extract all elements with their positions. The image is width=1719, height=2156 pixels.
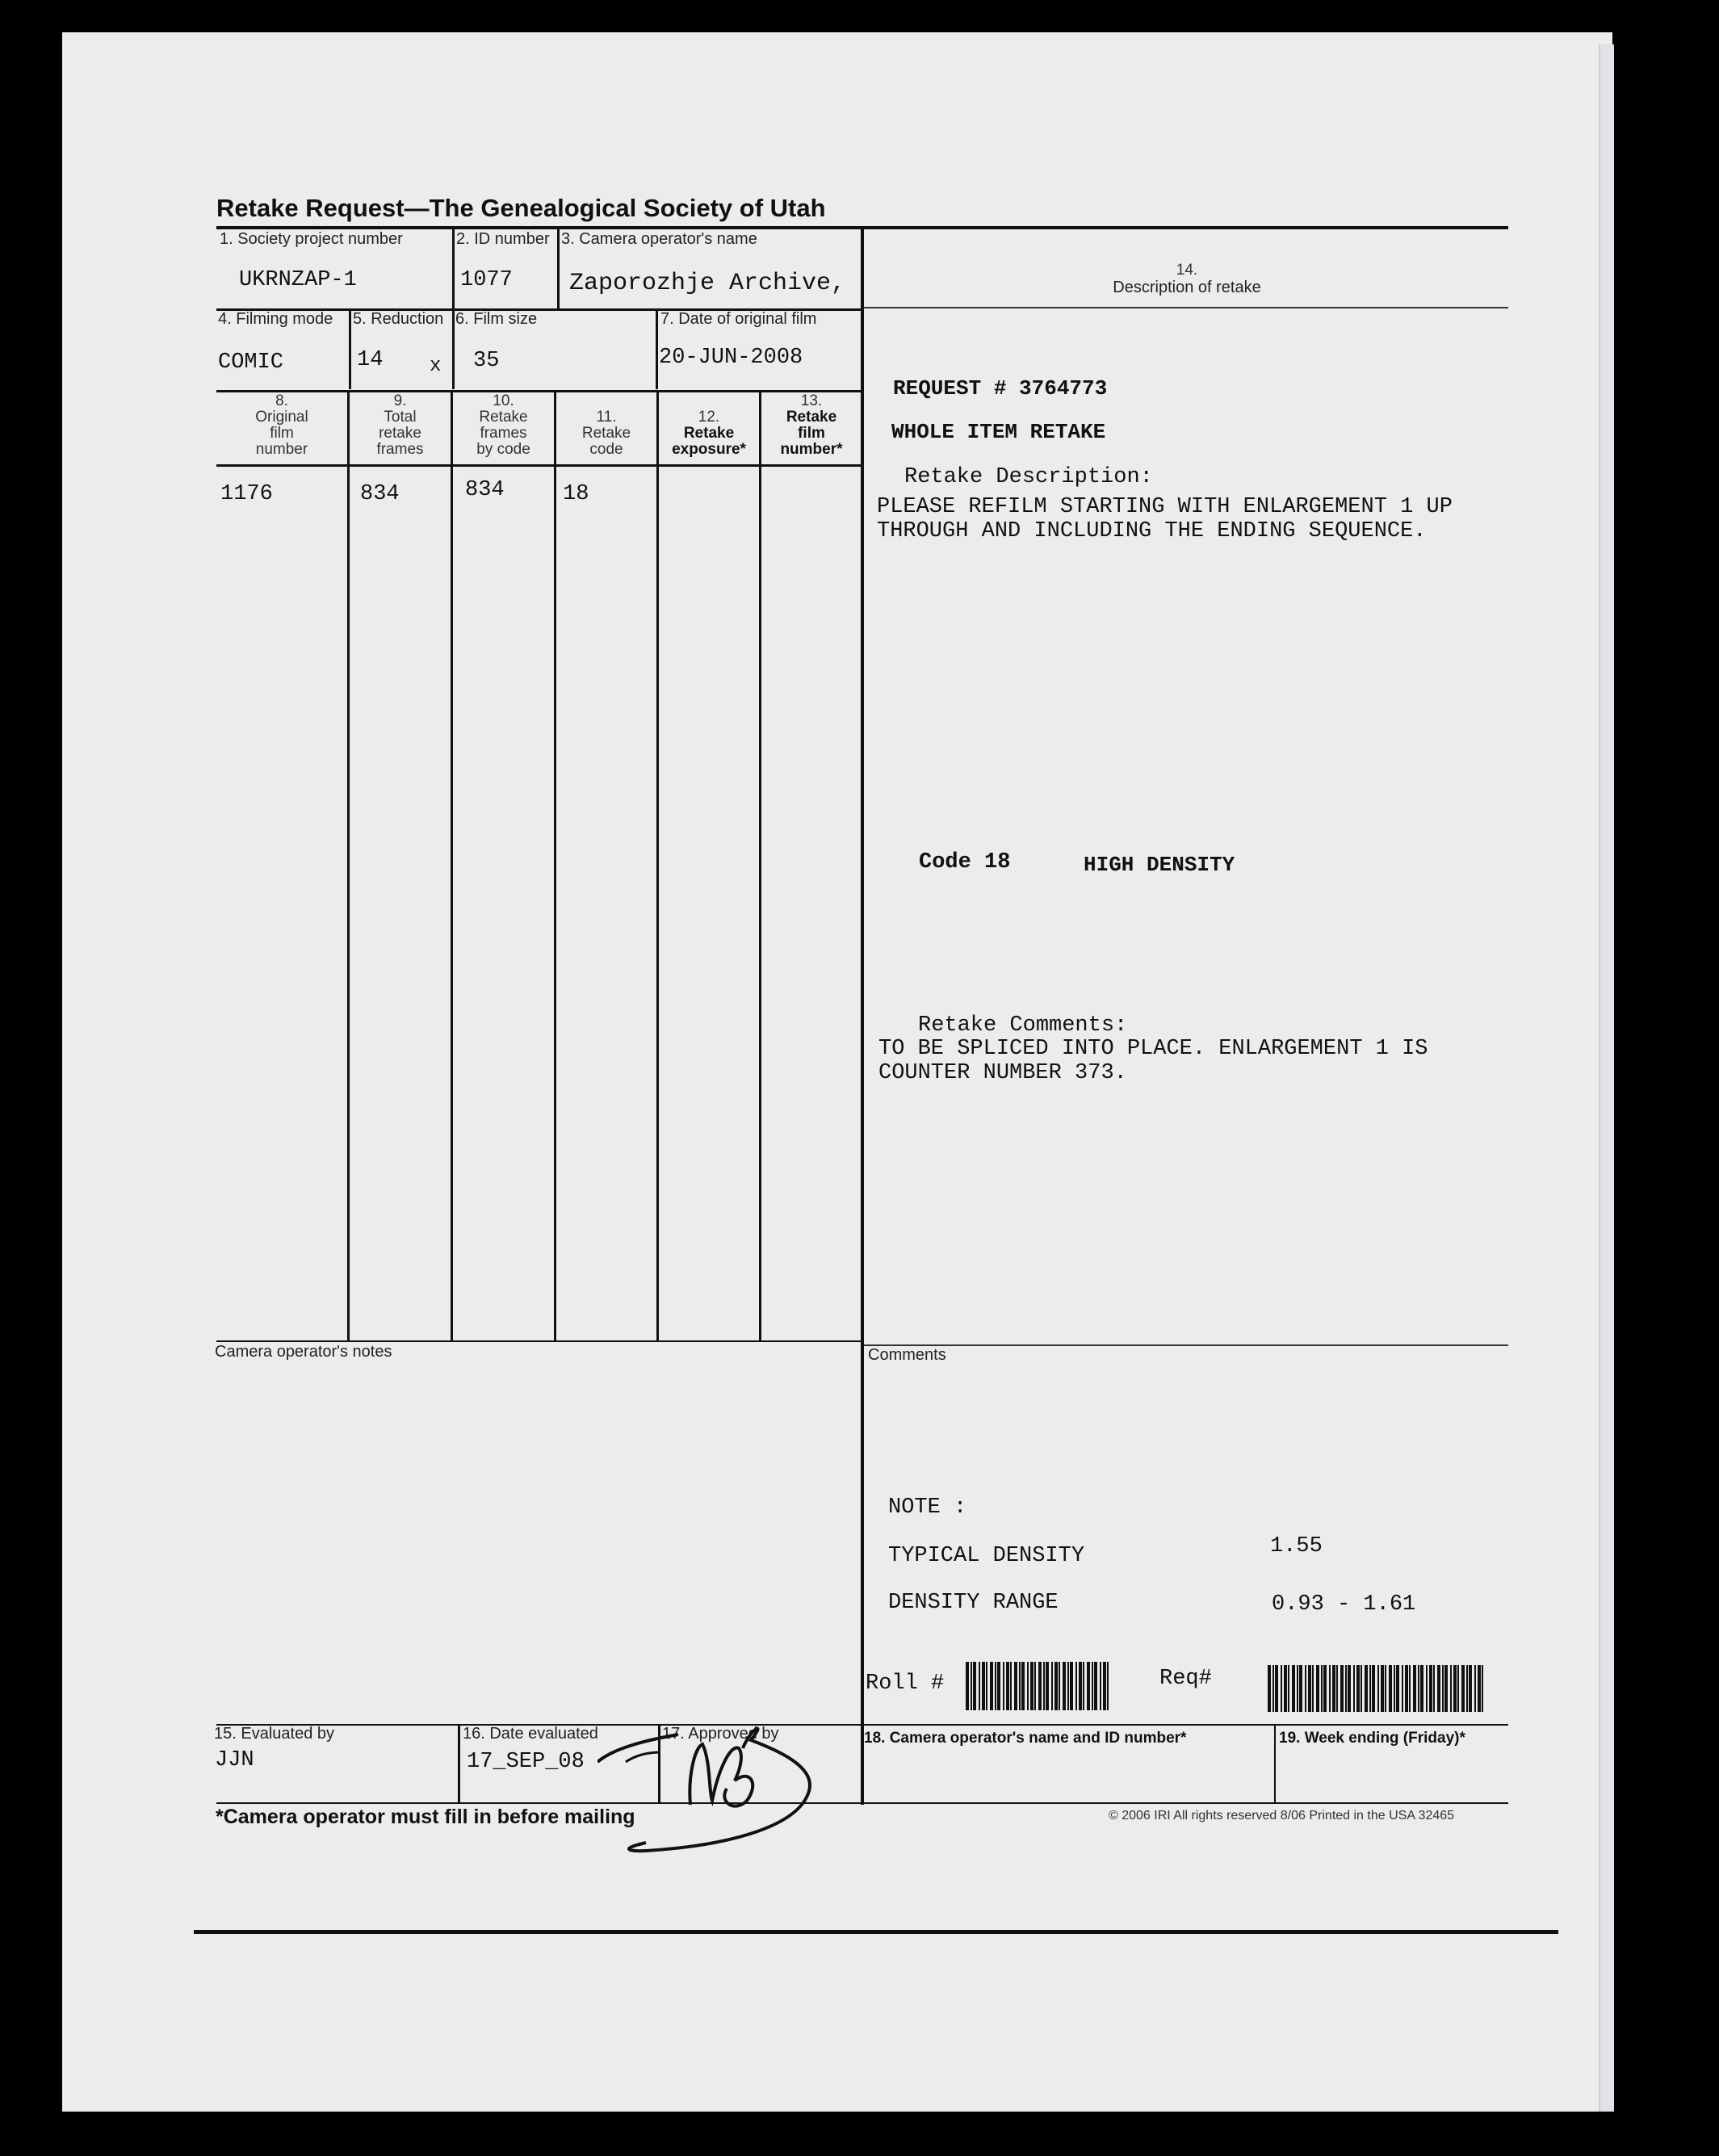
f5-value: 14 bbox=[357, 348, 384, 372]
barcode-stripe bbox=[1030, 1662, 1033, 1710]
barcode-stripe bbox=[1336, 1665, 1338, 1712]
barcode-stripe bbox=[1420, 1665, 1423, 1712]
rule-v-operator bbox=[557, 228, 560, 308]
barcode-stripe bbox=[1372, 1665, 1375, 1712]
barcode-stripe bbox=[1461, 1665, 1465, 1712]
col11-header bbox=[556, 409, 656, 458]
f6-label: 6. Film size bbox=[455, 310, 538, 328]
f2-value: 1077 bbox=[460, 268, 513, 292]
form-page bbox=[62, 32, 1612, 2112]
barcode-stripe bbox=[1345, 1665, 1347, 1712]
col8-num: 8. bbox=[275, 392, 288, 409]
retake-comments-label: Retake Comments: bbox=[918, 1013, 1128, 1038]
barcode-stripe bbox=[1006, 1662, 1009, 1710]
col8-value: 1176 bbox=[220, 482, 273, 506]
f6-value: 35 bbox=[473, 349, 500, 373]
barcode-stripe bbox=[971, 1662, 972, 1710]
barcode-stripe bbox=[1063, 1662, 1066, 1710]
barcode-stripe bbox=[1321, 1665, 1323, 1712]
col9-line1: Total bbox=[384, 409, 417, 426]
col13-header bbox=[761, 393, 862, 458]
barcode-stripe bbox=[1021, 1662, 1025, 1710]
f16-label: 16. Date evaluated bbox=[463, 1725, 598, 1743]
barcode-stripe bbox=[1394, 1665, 1395, 1712]
col13-line2: film bbox=[798, 425, 825, 442]
col12-num: 12. bbox=[698, 409, 720, 426]
req-label: Req# bbox=[1159, 1667, 1212, 1691]
col9-line3: frames bbox=[376, 441, 424, 458]
barcode-stripe bbox=[1340, 1665, 1344, 1712]
typical-density-value: 1.55 bbox=[1270, 1534, 1323, 1558]
f7-value: 20-JUN-2008 bbox=[659, 346, 803, 370]
f5-times: x bbox=[430, 355, 442, 377]
barcode-stripe bbox=[990, 1662, 993, 1710]
col10-line3: by code bbox=[476, 441, 530, 458]
f14-label: Description of retake bbox=[1113, 279, 1261, 296]
barcode-stripe bbox=[1046, 1662, 1049, 1710]
col8-line2: film bbox=[270, 425, 294, 442]
barcode-stripe bbox=[1299, 1665, 1302, 1712]
f3-value: Zaporozhje Archive, bbox=[569, 270, 846, 297]
f1-value: UKRNZAP-1 bbox=[239, 268, 357, 292]
retake-description-label: Retake Description: bbox=[904, 465, 1153, 489]
col13-line1: Retake bbox=[786, 409, 837, 426]
col8-line1: Original bbox=[255, 409, 308, 426]
barcode-stripe bbox=[1482, 1665, 1483, 1712]
barcode-stripe bbox=[979, 1662, 980, 1710]
col12-header bbox=[659, 409, 759, 458]
col10-value: 834 bbox=[465, 478, 505, 502]
comments-label: Comments bbox=[868, 1346, 946, 1364]
col9-line2: retake bbox=[379, 425, 421, 442]
barcode-stripe bbox=[1087, 1662, 1090, 1710]
barcode-stripe bbox=[1275, 1665, 1278, 1712]
approval-signature bbox=[597, 1712, 824, 1865]
barcode-stripe bbox=[1103, 1662, 1106, 1710]
barcode-stripe bbox=[1453, 1665, 1457, 1712]
barcode-stripe bbox=[1409, 1665, 1411, 1712]
barcode-stripe bbox=[1474, 1665, 1476, 1712]
col8-header bbox=[216, 393, 347, 458]
barcode-stripe bbox=[1377, 1665, 1379, 1712]
rule-v-col12 bbox=[656, 390, 659, 1341]
barcode-stripe bbox=[1292, 1665, 1295, 1712]
barcode-stripe bbox=[995, 1662, 996, 1710]
barcode-stripe bbox=[973, 1662, 976, 1710]
rule-comments-top bbox=[862, 1344, 1508, 1346]
barcode-stripe bbox=[1457, 1665, 1459, 1712]
retake-description-line1: PLEASE REFILM STARTING WITH ENLARGEMENT 1 UP bbox=[877, 495, 1453, 519]
col10-line1: Retake bbox=[479, 409, 528, 426]
mailing-note: *Camera operator must fill in before mailing bbox=[216, 1806, 635, 1828]
barcode-stripe bbox=[1027, 1662, 1029, 1710]
retake-code: Code 18 bbox=[919, 850, 1011, 875]
barcode-stripe bbox=[1478, 1665, 1481, 1712]
col9-value: 834 bbox=[360, 482, 400, 506]
note-label: NOTE : bbox=[888, 1495, 967, 1520]
barcode-stripe bbox=[1402, 1665, 1403, 1712]
rule-row1-right bbox=[862, 307, 1508, 308]
barcode-stripe bbox=[1043, 1662, 1045, 1710]
col9-header bbox=[350, 393, 451, 458]
f5-label: 5. Reduction bbox=[353, 310, 444, 328]
req-barcode bbox=[1268, 1665, 1487, 1712]
barcode-stripe bbox=[1014, 1662, 1017, 1710]
density-range-value: 0.93 - 1.61 bbox=[1272, 1592, 1416, 1617]
col9-num: 9. bbox=[393, 392, 407, 409]
col13-line3: number* bbox=[780, 441, 843, 458]
barcode-stripe bbox=[1107, 1662, 1109, 1710]
barcode-stripe bbox=[1361, 1665, 1362, 1712]
barcode-stripe bbox=[1079, 1662, 1082, 1710]
f14-num: 14. bbox=[1176, 262, 1198, 279]
roll-label: Roll # bbox=[866, 1672, 945, 1696]
rule-v-col9 bbox=[347, 390, 350, 1341]
barcode-stripe bbox=[1268, 1665, 1271, 1712]
f4-label: 4. Filming mode bbox=[218, 310, 333, 328]
rule-v-col10 bbox=[451, 390, 453, 1341]
f3-label: 3. Camera operator's name bbox=[561, 230, 757, 248]
barcode-stripe bbox=[1348, 1665, 1351, 1712]
rule-v-f16 bbox=[458, 1724, 460, 1802]
col11-num: 11. bbox=[596, 409, 617, 426]
barcode-stripe bbox=[1019, 1662, 1021, 1710]
barcode-stripe bbox=[1083, 1662, 1084, 1710]
col8-line3: number bbox=[255, 441, 308, 458]
typical-density-label: TYPICAL DENSITY bbox=[888, 1544, 1085, 1568]
barcode-stripe bbox=[1353, 1665, 1355, 1712]
f16-value: 17_SEP_08 bbox=[467, 1750, 585, 1774]
roll-barcode bbox=[966, 1662, 1113, 1710]
rule-center-vertical bbox=[861, 228, 864, 1805]
f4-value: COMIC bbox=[218, 350, 284, 375]
barcode-stripe bbox=[1288, 1665, 1289, 1712]
barcode-stripe bbox=[1429, 1665, 1432, 1712]
f15-label: 15. Evaluated by bbox=[214, 1725, 334, 1743]
barcode-stripe bbox=[1316, 1665, 1319, 1712]
barcode-stripe bbox=[1003, 1662, 1004, 1710]
barcode-stripe bbox=[1413, 1665, 1416, 1712]
barcode-stripe bbox=[1323, 1665, 1327, 1712]
barcode-stripe bbox=[1034, 1662, 1036, 1710]
f18-label: 18. Camera operator's name and ID number* bbox=[864, 1730, 1187, 1747]
barcode-stripe bbox=[1466, 1665, 1468, 1712]
barcode-stripe bbox=[1067, 1662, 1069, 1710]
barcode-stripe bbox=[1442, 1665, 1444, 1712]
barcode-stripe bbox=[1038, 1662, 1042, 1710]
rule-page-bottom bbox=[194, 1930, 1558, 1934]
rule-v-reduction bbox=[349, 308, 351, 389]
barcode-stripe bbox=[1059, 1662, 1060, 1710]
col12-line1: Retake bbox=[683, 425, 735, 442]
barcode-stripe bbox=[1094, 1662, 1097, 1710]
col11-line2: code bbox=[589, 441, 623, 458]
f19-label: 19. Week ending (Friday)* bbox=[1279, 1730, 1465, 1747]
barcode-stripe bbox=[1312, 1665, 1314, 1712]
rule-columns-bottom bbox=[216, 1340, 862, 1342]
col10-num: 10. bbox=[493, 392, 514, 409]
rule-v-filmsize bbox=[452, 308, 455, 389]
barcode-stripe bbox=[1426, 1665, 1428, 1712]
barcode-stripe bbox=[1070, 1662, 1073, 1710]
col12-line2: exposure* bbox=[672, 441, 746, 458]
barcode-stripe bbox=[1469, 1665, 1472, 1712]
barcode-stripe bbox=[1385, 1665, 1386, 1712]
barcode-stripe bbox=[1332, 1665, 1335, 1712]
barcode-stripe bbox=[1396, 1665, 1399, 1712]
rule-v-col13 bbox=[759, 390, 761, 1341]
col11-line1: Retake bbox=[581, 425, 631, 442]
barcode-stripe bbox=[1437, 1665, 1440, 1712]
barcode-stripe bbox=[1418, 1665, 1419, 1712]
col10-line2: frames bbox=[480, 425, 527, 442]
request-number: REQUEST # 3764773 bbox=[893, 376, 1108, 401]
whole-item-retake: WHOLE ITEM RETAKE bbox=[891, 420, 1106, 444]
barcode-stripe bbox=[1329, 1665, 1331, 1712]
operator-notes-label: Camera operator's notes bbox=[215, 1343, 392, 1361]
barcode-stripe bbox=[1450, 1665, 1452, 1712]
barcode-stripe bbox=[1433, 1665, 1435, 1712]
barcode-stripe bbox=[1444, 1665, 1448, 1712]
retake-comments-line1: TO BE SPLICED INTO PLACE. ENLARGEMENT 1 IS bbox=[878, 1037, 1428, 1061]
rule-v-id bbox=[452, 228, 455, 308]
retake-code-desc: HIGH DENSITY bbox=[1084, 853, 1235, 877]
barcode-stripe bbox=[1305, 1665, 1306, 1712]
f2-label: 2. ID number bbox=[456, 230, 550, 248]
barcode-stripe bbox=[1369, 1665, 1371, 1712]
barcode-stripe bbox=[1381, 1665, 1384, 1712]
barcode-stripe bbox=[1284, 1665, 1287, 1712]
rule-v-date bbox=[656, 308, 658, 389]
barcode-stripe bbox=[1405, 1665, 1408, 1712]
barcode-stripe bbox=[966, 1662, 969, 1710]
barcode-stripe bbox=[1297, 1665, 1298, 1712]
col10-header bbox=[453, 393, 554, 458]
barcode-stripe bbox=[1054, 1662, 1058, 1710]
copyright: © 2006 IRI All rights reserved 8/06 Printed in the USA 32465 bbox=[1109, 1809, 1455, 1823]
barcode-stripe bbox=[1075, 1662, 1077, 1710]
retake-comments-line2: COUNTER NUMBER 373. bbox=[878, 1061, 1127, 1085]
barcode-stripe bbox=[1100, 1662, 1101, 1710]
f17-label: 17. Approved by bbox=[662, 1725, 779, 1743]
density-range-label: DENSITY RANGE bbox=[888, 1591, 1059, 1615]
form-title: Retake Request—The Genealogical Society of Utah bbox=[216, 194, 826, 222]
barcode-stripe bbox=[1092, 1662, 1093, 1710]
barcode-stripe bbox=[1272, 1665, 1274, 1712]
barcode-stripe bbox=[1356, 1665, 1360, 1712]
page-edge bbox=[1599, 44, 1614, 2112]
f1-label: 1. Society project number bbox=[220, 230, 403, 248]
col11-value: 18 bbox=[563, 482, 589, 506]
barcode-stripe bbox=[1281, 1665, 1282, 1712]
barcode-stripe bbox=[1365, 1665, 1368, 1712]
barcode-stripe bbox=[1051, 1662, 1053, 1710]
barcode-stripe bbox=[1389, 1665, 1392, 1712]
barcode-stripe bbox=[982, 1662, 985, 1710]
barcode-stripe bbox=[1308, 1665, 1311, 1712]
rule-v-col11 bbox=[554, 390, 556, 1341]
retake-description-line2: THROUGH AND INCLUDING THE ENDING SEQUENCE. bbox=[877, 519, 1427, 543]
f15-value: JJN bbox=[215, 1748, 254, 1772]
barcode-stripe bbox=[1010, 1662, 1012, 1710]
barcode-stripe bbox=[997, 1662, 1000, 1710]
rule-col-headers bbox=[216, 464, 862, 467]
f7-label: 7. Date of original film bbox=[660, 310, 817, 328]
rule-v-f19 bbox=[1274, 1724, 1276, 1802]
col13-num: 13. bbox=[800, 392, 823, 409]
rule-row2 bbox=[216, 390, 862, 392]
barcode-stripe bbox=[986, 1662, 987, 1710]
